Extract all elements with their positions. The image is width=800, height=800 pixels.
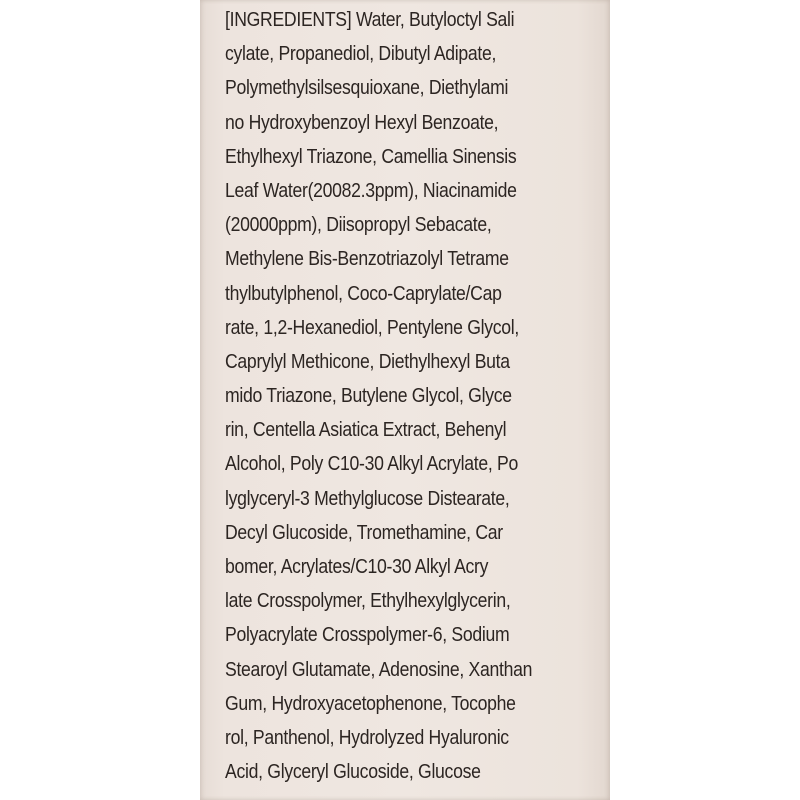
ingredients-line: Caprylyl Methicone, Diethylhexyl Buta bbox=[225, 349, 510, 373]
ingredients-line: Ethylhexyl Triazone, Camellia Sinensis bbox=[225, 144, 517, 168]
ingredients-line: Gum, Hydroxyacetophenone, Tocophe bbox=[225, 691, 516, 715]
ingredients-line: Methylene Bis-Benzotriazolyl Tetrame bbox=[225, 247, 509, 271]
ingredients-line: cylate, Propanediol, Dibutyl Adipate, bbox=[225, 42, 497, 66]
ingredients-line: lyglyceryl-3 Methylglucose Distearate, bbox=[225, 486, 510, 510]
ingredients-line: no Hydroxybenzoyl Hexyl Benzoate, bbox=[225, 110, 499, 134]
ingredients-line: bomer, Acrylates/C10-30 Alkyl Acry bbox=[225, 555, 489, 578]
ingredients-line: Decyl Glucoside, Tromethamine, Car bbox=[225, 520, 503, 544]
ingredients-line: [INGREDIENTS] Water, Butyloctyl Sali bbox=[225, 8, 515, 31]
ingredients-line: Acid, Glyceryl Glucoside, Glucose bbox=[225, 760, 481, 784]
ingredients-line: Alcohol, Poly C10-30 Alkyl Acrylate, Po bbox=[225, 452, 519, 476]
ingredients-line: late Crosspolymer, Ethylhexylglycerin, bbox=[225, 589, 511, 613]
ingredients-line: Stearoyl Glutamate, Adenosine, Xanthan bbox=[225, 657, 533, 681]
ingredients-line: (20000ppm), Diisopropyl Sebacate, bbox=[225, 213, 492, 237]
ingredients-line: rol, Panthenol, Hydrolyzed Hyaluronic bbox=[225, 725, 509, 749]
ingredients-line: mido Triazone, Butylene Glycol, Glyce bbox=[225, 384, 512, 408]
ingredients-line: rate, 1,2-Hexanediol, Pentylene Glycol, bbox=[225, 315, 520, 339]
ingredients-line: Leaf Water(20082.3ppm), Niacinamide bbox=[225, 178, 517, 202]
ingredients-line: Polymethylsilsesquioxane, Diethylami bbox=[225, 76, 509, 100]
ingredients-line: Polyacrylate Crosspolymer-6, Sodium bbox=[225, 623, 510, 647]
ingredients-line: rin, Centella Asiatica Extract, Behenyl bbox=[225, 418, 507, 442]
ingredients-list bbox=[225, 3, 543, 789]
ingredients-line: thylbutylphenol, Coco-Caprylate/Cap bbox=[225, 281, 502, 305]
